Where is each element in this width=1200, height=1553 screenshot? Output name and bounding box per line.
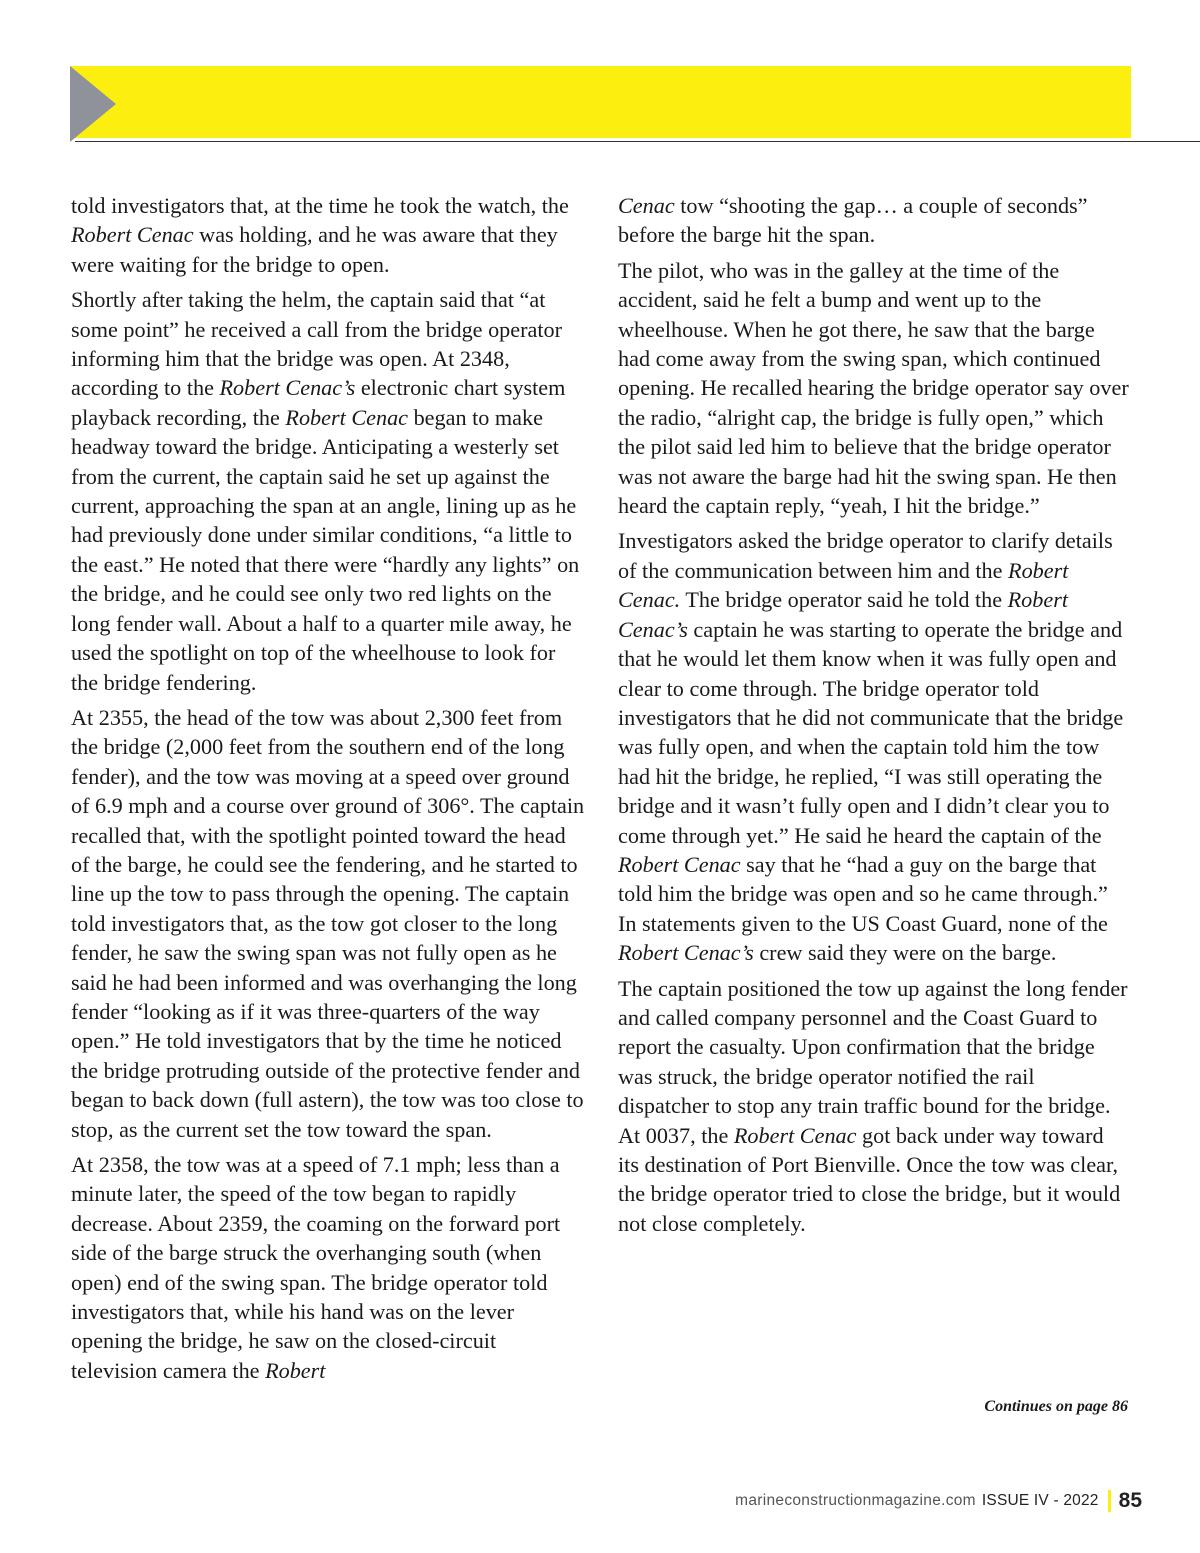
- page-number: 85: [1118, 1489, 1142, 1512]
- footer-divider: [1108, 1490, 1111, 1512]
- chevron-icon: [70, 66, 116, 142]
- header-rule: [75, 141, 1200, 142]
- paragraph: told investigators that, at the time he took the watch, the Robert Cenac was holding, and he was aware that they were waiting for the bridge to open.: [71, 193, 569, 277]
- footer-url[interactable]: marineconstructionmagazine.com: [735, 1492, 976, 1509]
- article-column-right: [618, 191, 1130, 1244]
- paragraph: At 2355, the head of the tow was about 2,300 feet from the bridge (2,000 feet from the southern end of the long fender), and the tow was moving at a speed over ground of 6.9 mph and a course over ground of 306°. The captain recalled that, with the spotlight pointed toward the head of the barge, he could see the fendering, and he started to line up the tow to pass through the opening. The captain told investigators that, as the tow got closer to the long fender, he saw the swing span was not fully open as he said he had been informed and was overhanging the long fender “looking as if it was three-quarters of the way open.” He told investigators that by the time he noticed the bridge protruding outside of the protective fender and began to back down (full astern), the tow was too close to stop, as the current set the tow toward the span.: [71, 704, 585, 1142]
- paragraph: The captain positioned the tow up against the long fender and called company personnel and the Coast Guard to report the casualty. Upon confirmation that the bridge was struck, the bridge operator notified the rail dispatcher to stop any train traffic bound for the bridge. At 0037, the Robert Cenac got back under way toward its destination of Port Bienville. Once the tow was clear, the bridge operator tried to close the bridge, but it would not close completely.: [618, 975, 1128, 1236]
- header-banner: [70, 66, 1131, 138]
- article-column-left: [71, 191, 585, 1391]
- paragraph: Shortly after taking the helm, the captain said that “at some point” he received a call from the bridge operator informing him that the bridge was open. At 2348, according to the Robert Cenac’s electronic chart system playback recording, the Robert Cenac began to make headway toward the bridge. Anticipating a westerly set from the current, the captain said he set up against the current, approaching the span at an angle, lining up as he had previously done under similar conditions, “a little to the east.” He noted that there were “hardly any lights” on the bridge, and he could see only two red lights on the long fender wall. About a half to a quarter mile away, he used the spotlight on top of the wheelhouse to look for the bridge fendering.: [71, 287, 580, 695]
- paragraph: Investigators asked the bridge operator to clarify details of the communication between him and the Robert Cenac. The bridge operator said he told the Robert Cenac’s captain he was starting to operate the bridge and that he would let them know when it was fully open and clear to come through. The bridge operator told investigators that he did not communicate that the bridge was fully open, and when the captain told him the tow had hit the bridge, he replied, “I was still operating the bridge and it wasn’t fully open and I didn’t clear you to come through yet.” He said he heard the captain of the Robert Cenac say that he “had a guy on the barge that told him the bridge was open and so he came through.” In statements given to the US Coast Guard, none of the Robert Cenac’s crew said they were on the barge.: [618, 528, 1124, 966]
- footer-issue: ISSUE IV - 2022: [981, 1492, 1099, 1509]
- page-footer: [735, 1489, 1142, 1513]
- paragraph: Cenac tow “shooting the gap… a couple of seconds” before the barge hit the span.: [618, 193, 1088, 248]
- paragraph: The pilot, who was in the galley at the time of the accident, said he felt a bump and went up to the wheelhouse. When he got there, he saw that the barge had come away from the swing span, which continued opening. He recalled hearing the bridge operator say over the radio, “alright cap, the bridge is fully open,” which the pilot said led him to believe that the bridge operator was not aware the barge had hit the swing span. He then heard the captain reply, “yeah, I hit the bridge.”: [618, 257, 1129, 519]
- continues-note: Continues on page 86: [984, 1398, 1128, 1415]
- paragraph: At 2358, the tow was at a speed of 7.1 mph; less than a minute later, the speed of the tow began to rapidly decrease. About 2359, the coaming on the forward port side of the barge struck the overhanging south (when open) end of the swing span. The bridge operator told investigators that, while his hand was on the lever opening the bridge, he saw on the closed-circuit television camera the Robert: [71, 1152, 561, 1383]
